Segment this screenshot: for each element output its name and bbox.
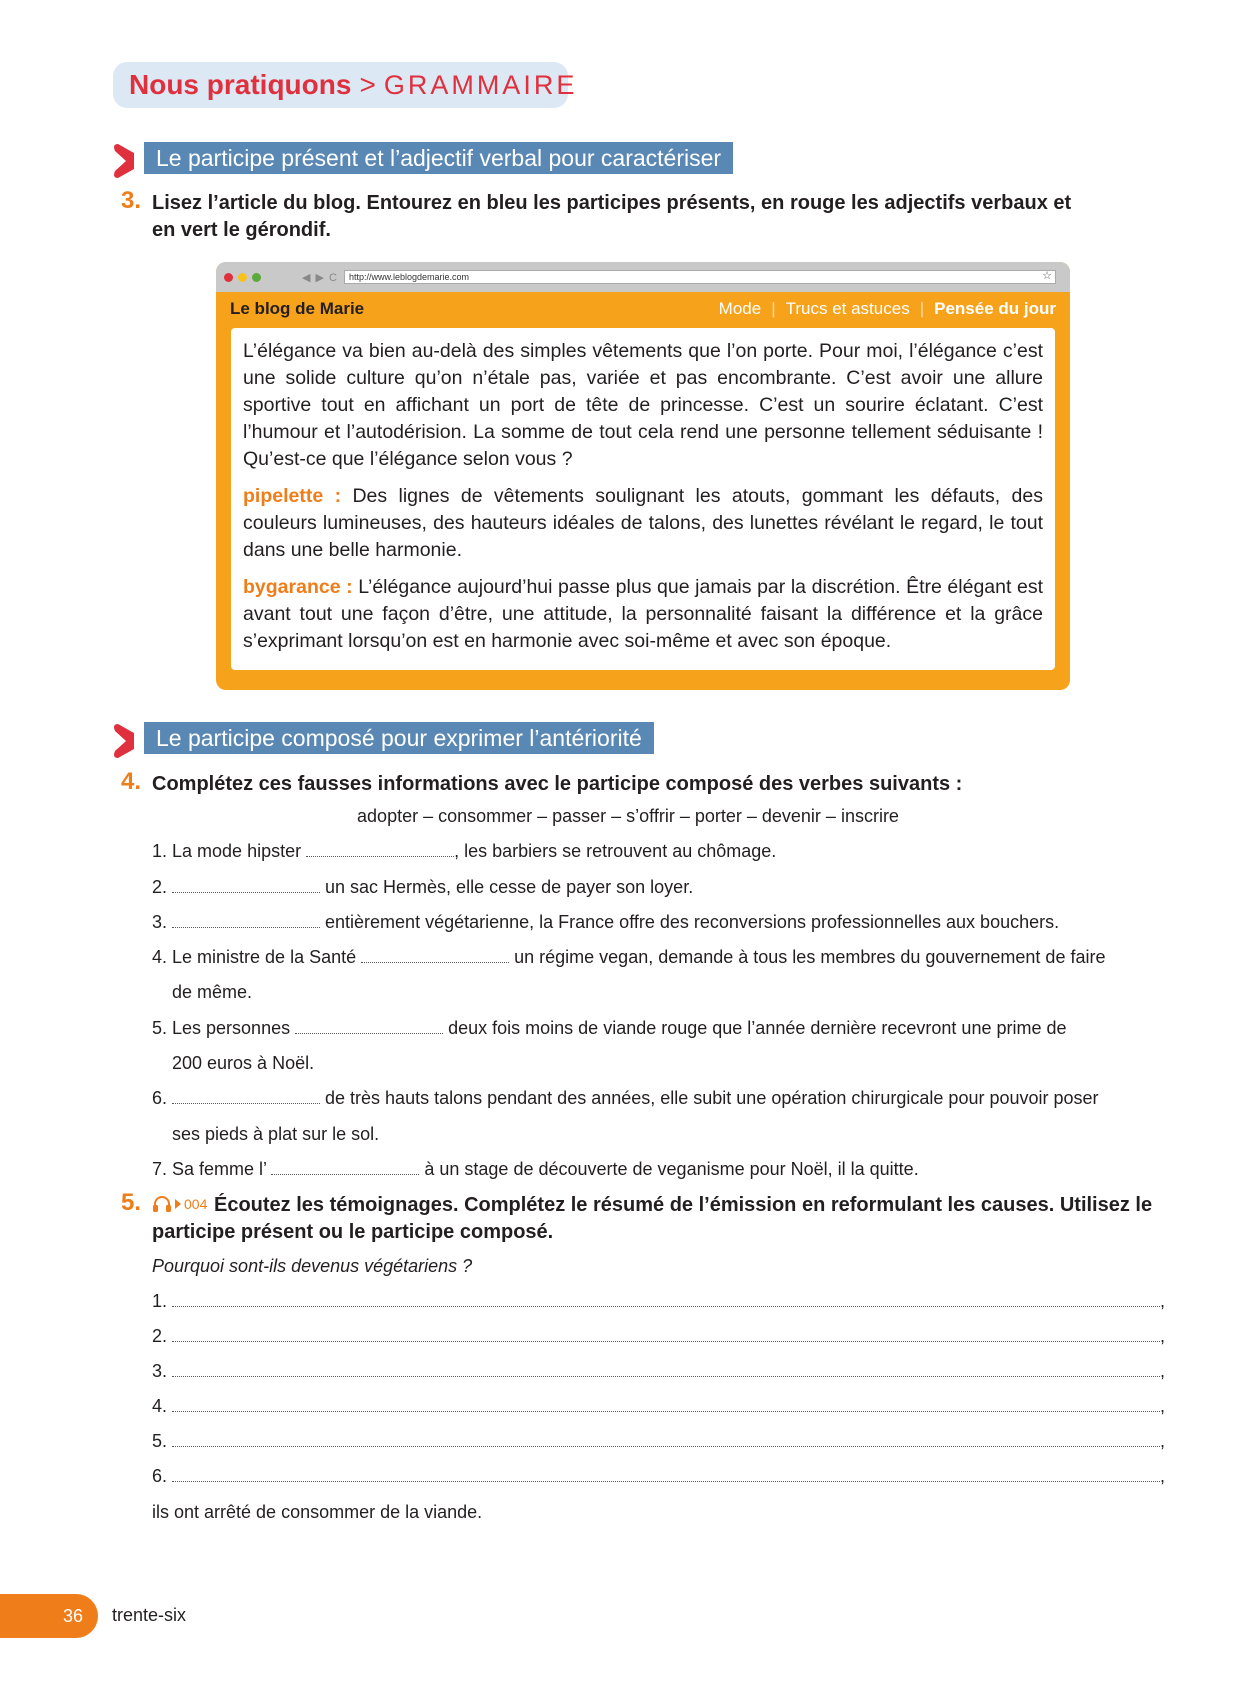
answer-blank[interactable] (172, 1398, 1160, 1412)
url-bar (344, 270, 1056, 284)
answer-blank[interactable] (295, 1020, 443, 1034)
answer-blank[interactable] (361, 949, 509, 963)
exercise-5-line-2: participe présent ou le participe composé. (152, 1221, 554, 1243)
url-text: http://www.leblogdemarie.com (348, 272, 470, 282)
line-end: , (1160, 1466, 1166, 1486)
answer-line (152, 1291, 1165, 1312)
exercise-4-item-5 (152, 1018, 1067, 1039)
blog-content (231, 328, 1055, 670)
page-header (113, 62, 578, 108)
answer-blank[interactable] (172, 1293, 1160, 1307)
blog-tab-separator: | (771, 299, 776, 318)
audio-code: 004 (184, 1196, 208, 1212)
answer-blank[interactable] (172, 1433, 1160, 1447)
answer-line (152, 1361, 1165, 1382)
exercise-4-item-4 (152, 947, 1105, 968)
line-end: , (1160, 1431, 1166, 1451)
item-text: entièrement végétarienne, la France offre des reconversions professionnelles aux bouchers. (320, 912, 1060, 932)
item-text: 4. Le ministre de la Santé (152, 947, 362, 967)
exercise-4-number: 4. (121, 768, 142, 795)
answer-blank[interactable] (172, 1468, 1160, 1482)
exercise-4-item-6-cont: ses pieds à plat sur le sol. (172, 1124, 380, 1144)
page-number: 36 (62, 1606, 84, 1626)
header-separator: > (359, 69, 376, 100)
section-2-label: Le participe composé pour exprimer l’antériorité (144, 722, 654, 754)
item-text: , les barbiers se retrouvent au chômage. (454, 841, 777, 861)
maximize-dot-icon (252, 273, 261, 282)
blog-tab-pensee: Pensée du jour (934, 299, 1056, 318)
exercise-3-instruction (152, 190, 1071, 244)
answer-line (152, 1396, 1165, 1417)
comment-author: pipelette : (243, 485, 342, 507)
exercise-3-line-2: en vert le gérondif. (152, 219, 331, 241)
answer-blank[interactable] (306, 843, 454, 857)
exercise-4-instruction: Complétez ces fausses informations avec le participe composé des verbes suivants : (152, 773, 963, 795)
item-text: 6. (152, 1088, 173, 1108)
line-end: , (1160, 1326, 1166, 1346)
bookmark-star-icon: ☆ (1042, 270, 1052, 282)
item-text: à un stage de découverte de veganisme pour Noël, il la quitte. (419, 1159, 919, 1179)
item-text: un sac Hermès, elle cesse de payer son loyer. (320, 877, 694, 897)
answer-blank[interactable] (172, 914, 320, 928)
line-end: , (1160, 1291, 1166, 1311)
browser-toolbar (216, 262, 1070, 292)
exercise-4-item-7 (152, 1159, 919, 1180)
item-text: 3. (152, 912, 173, 932)
line-number: 4. (152, 1396, 168, 1416)
item-text: 5. Les personnes (152, 1018, 296, 1038)
answer-blank[interactable] (172, 1328, 1160, 1342)
item-text: deux fois moins de viande rouge que l’année dernière recevront une prime de (443, 1018, 1067, 1038)
exercise-5-question: Pourquoi sont-ils devenus végétariens ? (152, 1256, 473, 1276)
blog-post-text: L’élégance va bien au-delà des simples vêtements que l’on porte. Pour moi, l’élégance c’est une solide culture qu’on n’étale pas, variée et pas encombrante. C’est avoir une allure sportive tout en affichant un port de tête de princesse. C’est un sourire éclatant. C’est l’humour et l’autodérision. La somme de tout cela rend une personne tellement séduisante ! Qu’est-ce que l’élégance selon vous ? (243, 340, 1043, 470)
page-number-words: trente-six (112, 1605, 187, 1625)
line-end: , (1160, 1396, 1166, 1416)
blog-tab-trucs: Trucs et astuces (785, 299, 910, 318)
line-number: 3. (152, 1361, 168, 1381)
line-number: 2. (152, 1326, 168, 1346)
blog-comment (243, 483, 1043, 564)
answer-line (152, 1326, 1165, 1347)
section-marker-icon (112, 141, 144, 181)
exercise-4-item-1 (152, 841, 776, 862)
answer-blank[interactable] (271, 1161, 419, 1175)
answer-line (152, 1466, 1165, 1487)
blog-browser-window (216, 262, 1070, 690)
blog-tab-separator: | (919, 299, 925, 318)
exercise-4-item-4-cont: de même. (172, 982, 253, 1002)
answer-blank[interactable] (172, 1363, 1160, 1377)
exercise-5-number: 5. (121, 1189, 142, 1216)
exercise-5-line-1: Écoutez les témoignages. Complétez le résumé de l’émission en reformulant les causes. Utilisez le (214, 1194, 1153, 1216)
item-text: de très hauts talons pendant des années, elle subit une opération chirurgicale pour pouvoir poser (320, 1088, 1099, 1108)
item-text: 2. (152, 877, 173, 897)
comment-author: bygarance : (243, 576, 353, 598)
exercise-4-item-3 (152, 912, 1059, 933)
verb-list: adopter – consommer – passer – s’offrir – porter – devenir – inscrire (357, 806, 899, 826)
audio-play-icon (174, 1198, 182, 1210)
headphones-icon (152, 1195, 172, 1213)
answer-line (152, 1431, 1165, 1452)
exercise-4-item-6 (152, 1088, 1099, 1109)
line-number: 1. (152, 1291, 168, 1311)
line-number: 6. (152, 1466, 168, 1486)
answer-blank[interactable] (172, 1090, 320, 1104)
exercise-3-number: 3. (121, 187, 142, 214)
exercise-5-closing: ils ont arrêté de consommer de la viande. (152, 1502, 483, 1522)
exercise-4-item-2 (152, 877, 693, 898)
comment-text: L’élégance aujourd’hui passe plus que jamais par la discrétion. Être élégant est avant tout une façon d’être, une attitude, la personnalité faisant la différence et la grâce s’exprimant lorsqu’on est en harmonie avec soi-même et avec son époque. (243, 576, 1043, 652)
item-text: 1. La mode hipster (152, 841, 307, 861)
section-heading-2 (112, 722, 654, 754)
answer-blank[interactable] (172, 879, 320, 893)
section-1-label: Le participe présent et l’adjectif verbal pour caractériser (144, 142, 733, 174)
header-subtitle: GRAMMAIRE (383, 69, 578, 100)
section-heading-1 (112, 142, 733, 174)
item-text: 7. Sa femme l’ (152, 1159, 272, 1179)
exercise-4-item-5-cont: 200 euros à Noël. (172, 1053, 315, 1073)
blog-tab-mode: Mode (718, 299, 762, 318)
browser-nav-icons: ◀ ▶ C (302, 271, 338, 284)
line-number: 5. (152, 1431, 168, 1451)
comment-text: Des lignes de vêtements soulignant les atouts, gommant les défauts, des couleurs lumineuses, des hauteurs idéales de talons, des lunettes révélant le regard, le tout dans une belle harmonie. (243, 485, 1043, 561)
minimize-dot-icon (238, 273, 247, 282)
audio-track[interactable] (152, 1195, 207, 1213)
section-marker-icon (112, 721, 144, 761)
blog-nav (216, 292, 1070, 326)
close-dot-icon (224, 273, 233, 282)
header-title: Nous pratiquons (129, 69, 352, 100)
item-text: un régime vegan, demande à tous les membres du gouvernement de faire (509, 947, 1106, 967)
exercise-3-line-1: Lisez l’article du blog. Entourez en bleu les participes présents, en rouge les adjectifs verbaux et (152, 192, 1072, 214)
blog-comment (243, 574, 1043, 655)
blog-title: Le blog de Marie (230, 299, 365, 318)
line-end: , (1160, 1361, 1166, 1381)
